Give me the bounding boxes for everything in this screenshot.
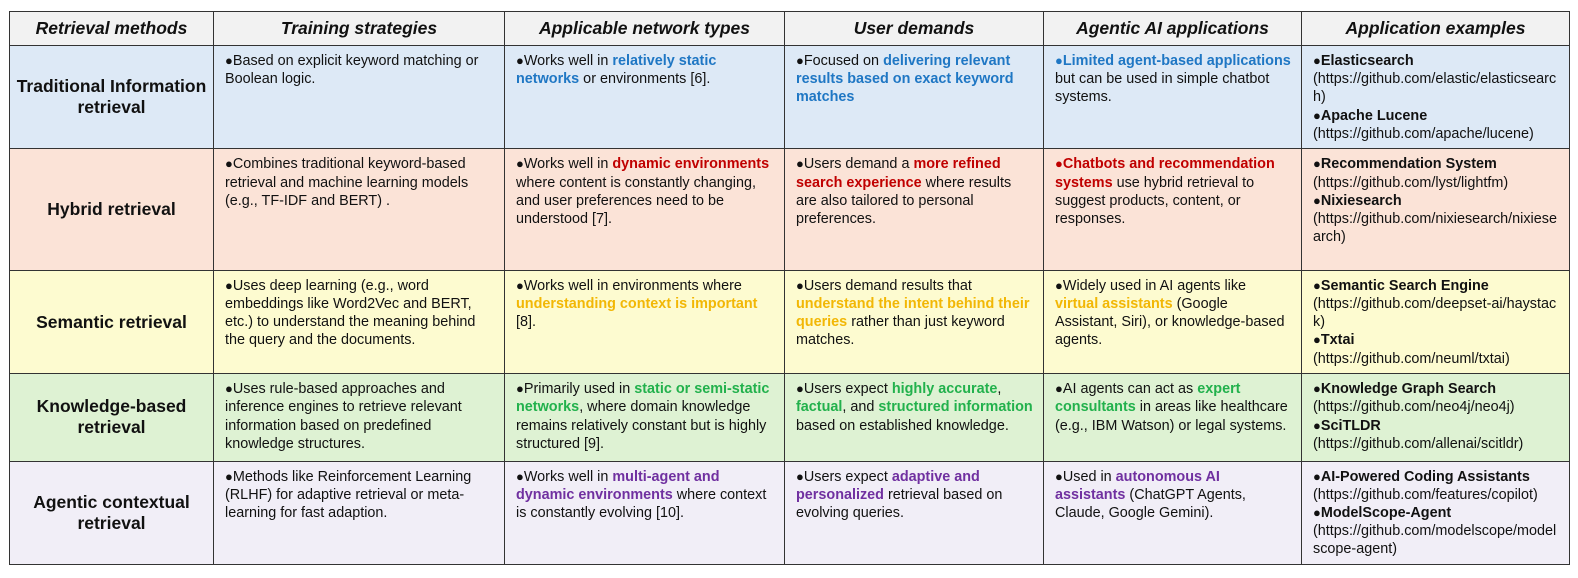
table-row [10,149,1570,270]
demand-text-pre: Users expect [803,468,892,485]
agentic-text-post: use hybrid retrieval to suggest products, content, or responses. [1055,174,1255,227]
bullet-icon: ● [516,156,524,172]
demand-highlight: structured information [878,399,1033,416]
examples-cell [1302,374,1570,461]
training-cell [214,374,505,461]
network-highlight: relatively static networks [516,53,717,88]
bullet-icon: ● [1313,277,1321,293]
bullet-icon: ● [1313,107,1321,123]
demand-text-mid: , [997,381,1002,398]
demand-text-pre: Focused on [803,53,884,69]
example-item [1313,331,1561,367]
agentic-text-pre: AI agents can act as [1062,381,1198,398]
table-row [10,374,1570,461]
header-training-strategies: Training strategies [214,12,505,46]
bullet-icon: ● [1055,468,1063,484]
example-link[interactable]: (https://github.com/modelscope/modelscope-agent) [1313,523,1557,558]
example-label: Elasticsearch [1320,53,1414,69]
agentic-highlight: autonomous AI assistants [1055,468,1220,503]
network-text-pre: Works well in [523,156,613,173]
network-text-post: where context is constantly evolving [10]. [516,486,767,521]
training-cell [214,461,505,564]
bullet-icon: ● [1313,156,1321,172]
demand-highlight: more refined search experience [796,156,1001,191]
example-label: Apache Lucene [1320,107,1428,124]
bullet-icon: ● [1055,156,1063,172]
bullet-icon: ● [1313,417,1321,433]
method-cell: Semantic retrieval [10,270,214,373]
example-item [1313,380,1561,416]
network-cell [505,46,785,149]
agentic-cell [1044,149,1302,270]
example-link[interactable]: (https://github.com/neo4j/neo4j) [1313,399,1515,416]
header-applicable-network-types: Applicable network types [505,12,785,46]
network-cell [505,149,785,270]
examples-cell [1302,270,1570,373]
network-text-post: [8]. [516,314,536,331]
network-cell [505,374,785,461]
method-cell: Agentic contextual retrieval [10,461,214,564]
demand-highlight: highly accurate [891,381,998,398]
agentic-cell [1044,46,1302,149]
bullet-icon: ● [1313,192,1321,208]
training-text: Combines traditional keyword-based retrieval and machine learning models (e.g., TF-IDF and BERT) . [225,156,469,209]
example-link[interactable]: (https://github.com/deepset-ai/haystack) [1313,296,1557,331]
demand-cell [785,374,1044,461]
bullet-icon: ● [1055,381,1063,397]
example-item [1313,155,1561,191]
examples-cell [1302,46,1570,149]
example-link[interactable]: (https://github.com/lyst/lightfm) [1313,174,1509,191]
examples-cell [1302,461,1570,564]
bullet-icon: ● [516,381,524,397]
example-label: Recommendation System [1320,156,1497,173]
example-link[interactable]: (https://github.com/neuml/txtai) [1313,350,1510,367]
example-link[interactable]: (https://github.com/features/copilot) [1313,486,1538,503]
example-link[interactable]: (https://github.com/elastic/elasticsearch) [1313,71,1557,106]
example-item [1313,192,1561,247]
example-item [1313,468,1561,504]
example-item [1313,417,1561,453]
agentic-cell [1044,374,1302,461]
example-link[interactable]: (https://github.com/allenai/scitldr) [1313,435,1524,452]
header-user-demands: User demands [785,12,1044,46]
bullet-icon: ● [1313,332,1321,348]
bullet-icon: ● [516,53,524,68]
demand-text-pre: Users demand results that [803,277,972,294]
examples-cell [1302,149,1570,270]
bullet-icon: ● [1313,468,1321,484]
example-link[interactable]: (https://github.com/nixiesearch/nixiesearch) [1313,211,1557,246]
bullet-icon: ● [796,381,804,397]
example-link[interactable]: (https://github.com/apache/lucene) [1313,125,1534,142]
example-label: Semantic Search Engine [1320,277,1489,294]
demand-text-post: rather than just keyword matches. [796,314,1005,349]
demand-text-post: where results are also tailored to personal preferences. [796,174,1012,227]
training-text: Based on explicit keyword matching or Boolean logic. [225,53,479,88]
bullet-icon: ● [225,156,233,172]
bullet-icon: ● [225,53,233,68]
header-row [10,12,1570,46]
example-label: SciTLDR [1320,417,1381,434]
agentic-text-post: (ChatGPT Agents, Claude, Google Gemini). [1055,486,1246,521]
demand-cell [785,461,1044,564]
network-highlight: understanding context is important [516,296,758,313]
table-row [10,461,1570,564]
demand-highlight: understand the intent behind their queries [796,296,1030,331]
bullet-icon: ● [796,277,804,293]
example-label: Nixiesearch [1320,192,1402,209]
agentic-highlight: expert consultants [1055,381,1241,416]
bullet-icon: ● [1313,381,1321,397]
demand-cell [785,46,1044,149]
bullet-icon: ● [516,277,524,293]
network-text-pre: Primarily used in [523,381,635,398]
agentic-text-post: in areas like healthcare (e.g., IBM Watson) or legal systems. [1055,399,1288,434]
network-highlight: multi-agent and dynamic environments [516,468,720,503]
network-text-post: , where domain knowledge remains relatively constant but is highly structured [9]. [516,399,767,452]
bullet-icon: ● [1313,504,1321,520]
bullet-icon: ● [1055,277,1063,293]
header-application-examples: Application examples [1302,12,1570,46]
example-item [1313,277,1561,332]
demand-highlight: delivering relevant results based on exact keyword matches [796,53,1014,106]
demand-cell [785,149,1044,270]
training-cell [214,46,505,149]
demand-highlight: adaptive and personalized [796,468,980,503]
training-cell [214,149,505,270]
bullet-icon: ● [225,468,233,484]
header-agentic-ai-applications: Agentic AI applications [1044,12,1302,46]
training-text: Methods like Reinforcement Learning (RLHF) for adaptive retrieval or meta-learning for fast adaption. [225,468,472,521]
network-highlight: static or semi-static networks [516,381,770,416]
table-row [10,46,1570,149]
method-cell: Hybrid retrieval [10,149,214,270]
method-cell: Knowledge-based retrieval [10,374,214,461]
network-text-post: where content is constantly changing, and user preferences need to be understood [7]. [516,174,756,227]
agentic-text-pre: Widely used in AI agents like [1062,277,1247,294]
bullet-icon: ● [1055,53,1063,68]
demand-text-pre: Users expect [803,381,892,398]
agentic-highlight: Chatbots and recommendation systems [1055,156,1275,191]
agentic-text-pre: Used in [1062,468,1116,485]
network-cell [505,270,785,373]
table-row [10,270,1570,373]
example-item [1313,52,1561,107]
example-label: Knowledge Graph Search [1320,381,1496,398]
training-text: Uses rule-based approaches and inference engines to retrieve relevant information based on predefined knowledge structures. [225,381,462,452]
example-label: Txtai [1320,332,1355,349]
agentic-highlight: virtual assistants [1055,296,1173,313]
example-label: ModelScope-Agent [1320,504,1452,521]
bullet-icon: ● [796,53,804,68]
demand-text-post: retrieval based on evolving queries. [796,486,1003,521]
bullet-icon: ● [516,468,524,484]
bullet-icon: ● [796,156,804,172]
agentic-text-post: (Google Assistant, Siri), or knowledge-based agents. [1055,296,1285,349]
bullet-icon: ● [225,381,233,397]
example-label: AI-Powered Coding Assistants [1320,468,1530,485]
header-retrieval-methods: Retrieval methods [10,12,214,46]
network-cell [505,461,785,564]
demand-cell [785,270,1044,373]
network-highlight: dynamic environments [612,156,770,173]
example-item [1313,107,1561,143]
agentic-text-post: but can be used in simple chatbot systems. [1055,71,1270,106]
bullet-icon: ● [225,277,233,293]
bullet-icon: ● [1313,53,1321,68]
demand-highlight: factual [796,399,843,416]
agentic-highlight: Limited agent-based applications [1062,53,1291,69]
method-cell: Traditional Information retrieval [10,46,214,149]
demand-text-pre: Users demand a [803,156,914,173]
network-text-pre: Works well in environments where [523,277,742,294]
network-text-pre: Works well in [523,468,613,485]
demand-text-post: based on established knowledge. [796,417,1009,434]
agentic-cell [1044,270,1302,373]
network-text-pre: Works well in [523,53,613,69]
demand-text-mid: , and [842,399,879,416]
agentic-cell [1044,461,1302,564]
retrieval-methods-table [9,11,1570,565]
network-text-post: or environments [6]. [579,71,711,88]
training-text: Uses deep learning (e.g., word embeddings like Word2Vec and BERT, etc.) to understand the meaning behind the query and the documents. [225,277,476,349]
example-item [1313,504,1561,559]
bullet-icon: ● [796,468,804,484]
training-cell [214,270,505,373]
